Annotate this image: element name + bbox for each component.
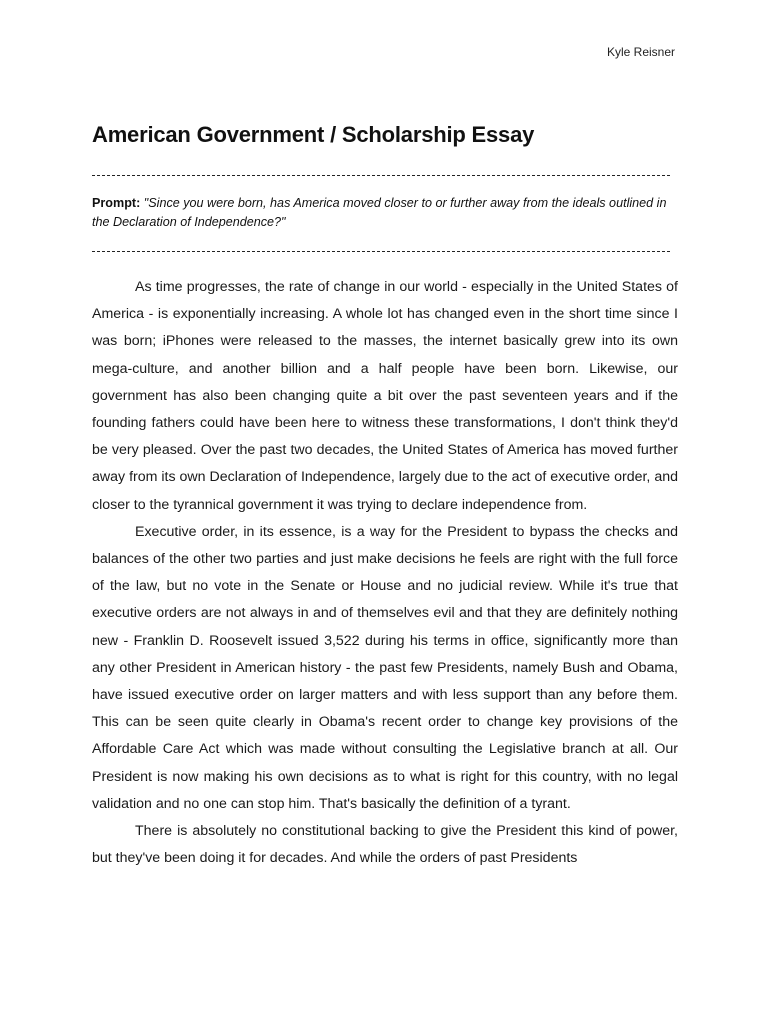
essay-title: American Government / Scholarship Essay bbox=[92, 122, 535, 147]
prompt-label: Prompt: bbox=[92, 196, 141, 210]
essay-body bbox=[92, 274, 678, 872]
prompt-text: "Since you were born, has America moved closer to or further away from the ideals outlined in the Declaration of Independence?" bbox=[92, 196, 667, 229]
paragraph-3: There is absolutely no constitutional backing to give the President this kind of power, but they've been doing it for decades. And while the orders of past Presidents bbox=[92, 823, 678, 867]
paragraph-2: Executive order, in its essence, is a way for the President to bypass the checks and balances of the other two parties and just make decisions he feels are right with the full force of the law, but no vote in the Senate or House and no judicial review. While it's true that executive orders are not always in and of themselves evil and that they are definitely nothing new - Franklin D. Roosevelt issued 3,522 during his terms in office, significantly more than any other President in American history - the past few Presidents, namely Bush and Obama, have issued executive order on larger matters and with less support than any before them. This can be seen quite clearly in Obama's recent order to change key provisions of the Affordable Care Act which was made without consulting the Legislative branch at all. Our President is now making his own decisions as to what is right for this country, with no legal validation and no one can stop him. That's basically the definition of a tyrant. bbox=[92, 523, 678, 812]
paragraph-1: As time progresses, the rate of change in our world - especially in the United States of America - is exponentially increasing. A whole lot has changed even in the short time since I was born; iPhones were released to the masses, the internet basically grew into its own mega-culture, and another billion and a half people have been born. Likewise, our government has also been changing quite a bit over the past seventeen years and if the founding fathers could have been here to witness these transformations, I don't think they'd be very pleased. Over the past two decades, the United States of America has moved further away from its own Declaration of Independence, largely due to the act of executive order, and closer to the tyrannical government it was trying to declare independence from. bbox=[92, 279, 678, 513]
author-name: Kyle Reisner bbox=[606, 45, 675, 59]
divider-bottom bbox=[92, 251, 670, 252]
essay-prompt bbox=[92, 194, 678, 232]
divider-top bbox=[92, 175, 670, 176]
